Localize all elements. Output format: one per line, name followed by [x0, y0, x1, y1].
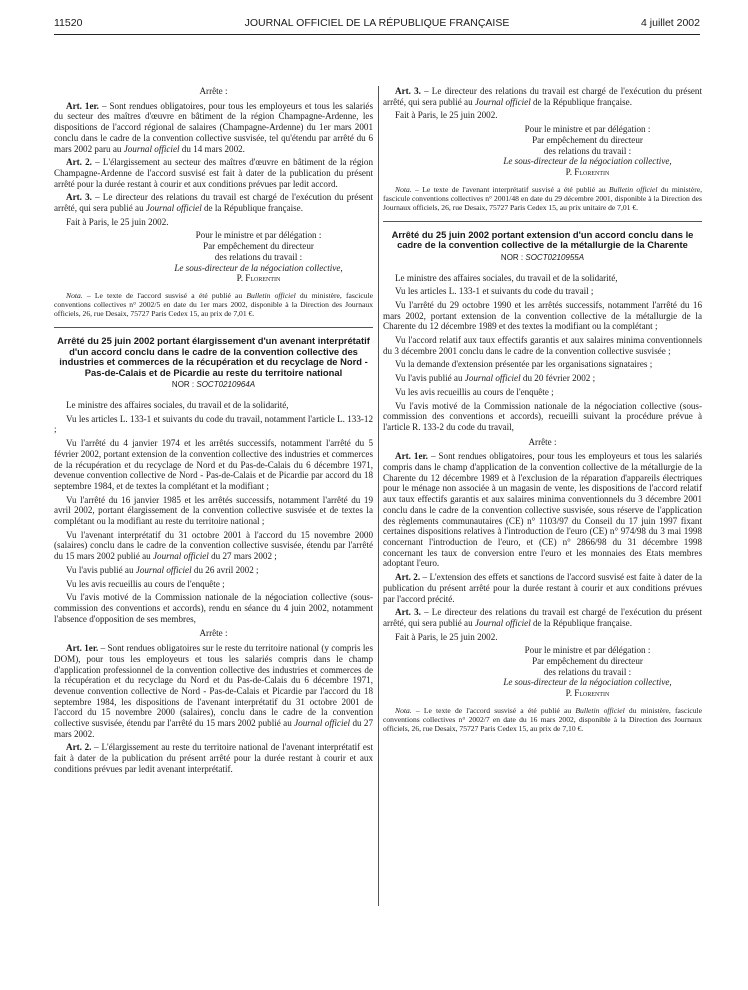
article-label: Art. 3.	[66, 192, 92, 203]
signature-line: des relations du travail :	[214, 251, 303, 262]
section-separator	[54, 327, 373, 328]
right-column	[383, 86, 702, 736]
signature-line: Pour le ministre et par délégation :	[524, 645, 651, 656]
nor-reference	[54, 380, 373, 391]
article-label: Art. 3.	[395, 607, 421, 618]
visa: Vu l'arrêté du 16 janvier 1985 et les arrêtés successifs, notamment l'arrêté du 19 avril 2002, portant élargissement de la convention collective susvisée et de textes la complétant ou la modifiant au reste du territoire national ;	[54, 494, 373, 527]
signature-block	[473, 124, 702, 178]
journal-title: JOURNAL OFFICIEL DE LA RÉPUBLIQUE FRANÇAISE	[244, 17, 510, 29]
signatory-name: P. Florentin	[565, 688, 610, 699]
nor-label: NOR :	[171, 380, 197, 390]
article-text-end: de la République française.	[201, 203, 303, 214]
visa-text: Vu l'avenant interprétatif du 31 octobre 2001 à l'accord du 15 novembre 2000 (salaires) conclu dans le cadre de la convention collective susvisée, étendu par l'arrêté du 15 mars 2002 publié au	[54, 529, 373, 562]
visa: Vu l'accord relatif aux taux effectifs garantis et aux salaires minima conventionnels du 3 décembre 2001 conclu dans le cadre de la convention collective susvisée ;	[383, 335, 702, 356]
nota-label: Nota.	[395, 184, 412, 194]
nota-label: Nota.	[66, 290, 83, 300]
nota-text-end: du ministère, fascicule conventions collectives n° 2001/48 en date du 29 décembre 2001, disponible à la Direction des Journaux officiels, 26, rue Desaix, 75727 Paris Cedex 15, au prix unitaire de 7,01 €.	[383, 184, 702, 212]
section-separator	[383, 221, 702, 222]
visa: Vu l'arrêté du 4 janvier 1974 et les arrêtés successifs, notamment l'arrêté du 5 février 2002, portant extension de la convention collective des industries et commerces de la récupération et du recyclage de Nord et du Pas-de-Calais du 6 décembre 1971, devenue convention collective de Nord - Pas-de-Calais et de Picardie par accord du 18 septembre 1984, et de textes la complétant et la modifiant ;	[54, 438, 373, 491]
article-label: Art. 1er.	[66, 100, 99, 111]
nota	[54, 291, 373, 318]
decree-title: Arrêté du 25 juin 2002 portant élargissement d'un avenant interprétatif d'un accord conclu dans le cadre de la convention collective des industries et commerces de la récupération et du recyclage de Nord - Pas-de-Calais et de Picardie au reste du territoire national	[57, 334, 370, 378]
nota-text: – Le texte de l'avenant interprétatif susvisé a été publié au	[411, 184, 610, 194]
article-2	[54, 157, 373, 189]
visa-text-end: du 26 avril 2002 ;	[191, 564, 259, 575]
bulletin-ref: Bulletin officiel	[609, 184, 658, 194]
column-divider	[378, 86, 379, 906]
nota-text: – Le texte de l'accord susvisé a été publié au	[411, 705, 576, 715]
nota-text-end: du ministère, fascicule conventions collectives n° 2002/7 en date du 16 mars 2002, disponible à la Direction des Journaux officiels, 26, rue Desaix, 75727 Paris Cedex 15, au prix de 7,10 €.	[383, 705, 702, 733]
article-1	[54, 101, 373, 155]
journal-ref: Journal officiel	[153, 551, 209, 562]
signature-block	[473, 645, 702, 699]
bulletin-ref: Bulletin officiel	[246, 290, 296, 300]
visa: Vu la demande d'extension présentée par les organisations signataires ;	[395, 359, 653, 370]
article-1	[383, 451, 702, 569]
journal-ref: Journal officiel	[135, 564, 192, 575]
nor-reference	[383, 253, 702, 264]
nota	[383, 185, 702, 212]
article-label: Art. 2.	[395, 572, 421, 583]
article-text-end: de la République française.	[530, 96, 632, 107]
arrete-heading: Arrête :	[199, 628, 228, 639]
visa: Vu l'avis motivé de la Commission nationale de la négociation collective (sous-commission des conventions et accords), recueilli suivant la procédure prévue à l'article R. 133-2 du code du travail,	[383, 400, 702, 432]
article-label: Art. 3.	[395, 86, 421, 96]
article-text-end: de la République française.	[530, 617, 632, 628]
fait-a-paris: Fait à Paris, le 25 juin 2002.	[395, 631, 498, 642]
journal-ref: Journal officiel	[464, 373, 521, 384]
nor-label: NOR :	[500, 252, 526, 262]
arrete-heading: Arrête :	[199, 86, 228, 96]
article-text: – L'extension des effets et sanctions de l'accord susvisé est faite à dater de la publication du présent arrêté pour la durée restant à courir et aux conditions prévues par l'accord précité.	[383, 572, 702, 604]
signature-line: Par empêchement du directeur	[532, 134, 643, 145]
article-3	[54, 192, 373, 213]
visa-text-end: du 20 février 2002 ;	[520, 373, 596, 384]
article-label: Art. 2.	[66, 157, 92, 168]
signature-title: Le sous-directeur de la négociation collective,	[174, 262, 343, 273]
fait-a-paris: Fait à Paris, le 25 juin 2002.	[66, 216, 169, 227]
page-header	[54, 14, 700, 35]
article-text: – Le directeur des relations du travail est chargé de l'exécution du présent arrêté, qui sera publié au	[383, 86, 702, 107]
article-2	[54, 742, 373, 774]
journal-ref: Journal officiel	[123, 143, 180, 154]
decree-title: Arrêté du 25 juin 2002 portant extension d'un accord conclu dans le cadre de la convention collective de la métallurgie de la Charente	[391, 228, 694, 251]
issue-date: 4 juillet 2002	[641, 17, 700, 29]
signature-block	[144, 230, 373, 284]
article-text: – Le directeur des relations du travail est chargé de l'exécution du présent arrêté, qui sera publié au	[54, 192, 373, 214]
article-3	[383, 607, 702, 628]
left-column	[54, 86, 373, 778]
visa	[54, 565, 373, 576]
signature-title: Le sous-directeur de la négociation collective,	[503, 156, 672, 167]
page-number: 11520	[54, 17, 83, 29]
fait-a-paris: Fait à Paris, le 25 juin 2002.	[395, 110, 498, 121]
visa: Vu les articles L. 133-1 et suivants du code du travail, notamment l'article L. 133-12 ;	[54, 413, 373, 435]
article-text: – L'élargissement au reste du territoire national de l'avenant interprétatif est fait à dater de la publication du présent arrêté pour la durée restant à courir et aux conditions prévues par ledit avenant interprétatif.	[54, 742, 373, 774]
article-text: – Le directeur des relations du travail est chargé de l'exécution du présent arrêté, qui sera publié au	[383, 607, 702, 628]
signatory-name: P. Florentin	[236, 273, 281, 284]
article-1	[54, 643, 373, 739]
article-text-end: du 14 mars 2002.	[179, 143, 245, 154]
signature-line: des relations du travail :	[543, 666, 632, 677]
visa: Vu les avis recueillis au cours de l'enquête ;	[66, 578, 225, 589]
bulletin-ref: Bulletin officiel	[575, 705, 625, 715]
journal-ref: Journal officiel	[474, 617, 531, 628]
visa	[54, 530, 373, 562]
nota-label: Nota.	[395, 705, 412, 715]
visa: Vu les articles L. 133-1 et suivants du code du travail ;	[395, 286, 594, 297]
signature-line: Pour le ministre et par délégation :	[195, 230, 322, 241]
article-3	[383, 86, 702, 107]
visa: Vu les avis recueillis au cours de l'enquête ;	[395, 386, 554, 397]
journal-ref: Journal officiel	[294, 718, 351, 729]
nota-text-end: du ministère, fascicule conventions collectives n° 2002/5 en date du 1er mars 2002, disponible à la Direction des Journaux officiels, 26, rue Desaix, 75727 Paris Cedex 15, au prix de 7,01 €.	[54, 290, 373, 318]
article-2	[383, 572, 702, 604]
journal-ref: Journal officiel	[145, 203, 202, 214]
visa-text-end: du 27 mars 2002 ;	[208, 551, 277, 562]
article-label: Art. 2.	[66, 742, 92, 753]
signature-line: des relations du travail :	[543, 145, 632, 156]
article-text: – Sont rendues obligatoires, pour tous les employeurs et tous les salariés du secteur des maîtres d'œuvre en bâtiment de la région Champagne-Ardenne, les dispositions de l'accord régional de salaires (Champagne-Ardenne) du 1er mars 2001 conclu dans le cadre de la convention collective susvisée, tel qu'étendu par arrêté du 6 mars 2002 paru au	[54, 100, 373, 154]
nor-code: SOCT0210964A	[196, 380, 256, 390]
visa	[383, 373, 702, 384]
signature-title: Le sous-directeur de la négociation collective,	[503, 677, 672, 688]
signature-line: Par empêchement du directeur	[532, 656, 643, 667]
arrete-heading: Arrête :	[528, 436, 557, 447]
article-text: – L'élargissement au secteur des maîtres d'œuvre en bâtiment de la région Champagne-Ardenne de l'accord susvisé est fait à dater de la publication du présent arrêté pour la durée restant à courir et aux conditions prévues par ledit accord.	[54, 157, 373, 189]
article-text: – Sont rendues obligatoires, pour tous les employeurs et tous les salariés compris dans le champ d'application de la convention collective de la métallurgie de la Charente du 12 décembre 1989 et à l'exclusion de la réparation d'appareils électriques pour le ménage non associée à un magasin de vente, les dispositions de l'accord relatif aux taux effectifs garantis et aux salaires minima conventionnels du 3 décembre 2001 conclu dans le cadre de la convention collective susvisée, sous réserve de l'application des règlements communautaires (CE) n° 1103/97 du Conseil du 17 juin 1997 fixant certaines dispositions relatives à l'introduction de l'euro (CE) n° 974/98 du 3 mai 1998 concernant l'introduction de l'euro, et (CE) n° 2866/98 du 31 décembre 1998 concernant les taux de conversion entre l'euro et les monnaies des Etats membres adoptant l'euro.	[383, 451, 702, 569]
visa-text: Vu l'avis publié au	[395, 373, 465, 384]
signatory-name: P. Florentin	[565, 166, 610, 177]
signature-line: Par empêchement du directeur	[203, 241, 314, 252]
nota-text: – Le texte de l'accord susvisé a été publié au	[82, 290, 247, 300]
visa-minister: Le ministre des affaires sociales, du travail et de la solidarité,	[66, 400, 289, 411]
article-text: – Sont rendues obligatoires sur le reste du territoire national (y compris les DOM), pour tous les employeurs et tous les salariés compris dans le champ d'application professionnel de la convention collective des industries et commerces de la récupération et du recyclage du Nord et du Pas-de-Calais du 6 décembre 1971, devenue convention collective de Nord - Pas-de-Calais et Picardie par l'accord du 18 septembre 1984, les dispositions de l'avenant interprétatif du 31 octobre 2001 de l'accord du 15 novembre 2000 (salaires), conclu dans le cadre de la convention collective susvisée, étendu par l'arrêté du 15 mars 2002 publié au	[54, 643, 373, 729]
visa: Vu l'arrêté du 29 octobre 1990 et les arrêtés successifs, notamment l'arrêté du 16 mars 2002, portant extension de la convention collective de la métallurgie de la Charente du 12 décembre 1989 et des textes la modifiant ou la complétant ;	[383, 299, 702, 332]
visa-minister: Le ministre des affaires sociales, du travail et de la solidarité,	[395, 272, 618, 283]
journal-ref: Journal officiel	[474, 96, 531, 107]
article-label: Art. 1er.	[66, 643, 99, 654]
visa: Vu l'avis motivé de la Commission nationale de la négociation collective (sous-commission des conventions et accords), rendu en séance du 4 juin 2002, notamment l'absence d'opposition de ses membres,	[54, 592, 373, 624]
nota	[383, 706, 702, 733]
nor-code: SOCT0210955A	[525, 252, 585, 262]
article-text-end: du 27 mars 2002.	[54, 718, 373, 739]
signature-line: Pour le ministre et par délégation :	[524, 124, 651, 135]
visa-text: Vu l'avis publié au	[66, 564, 136, 575]
article-label: Art. 1er.	[395, 451, 428, 462]
